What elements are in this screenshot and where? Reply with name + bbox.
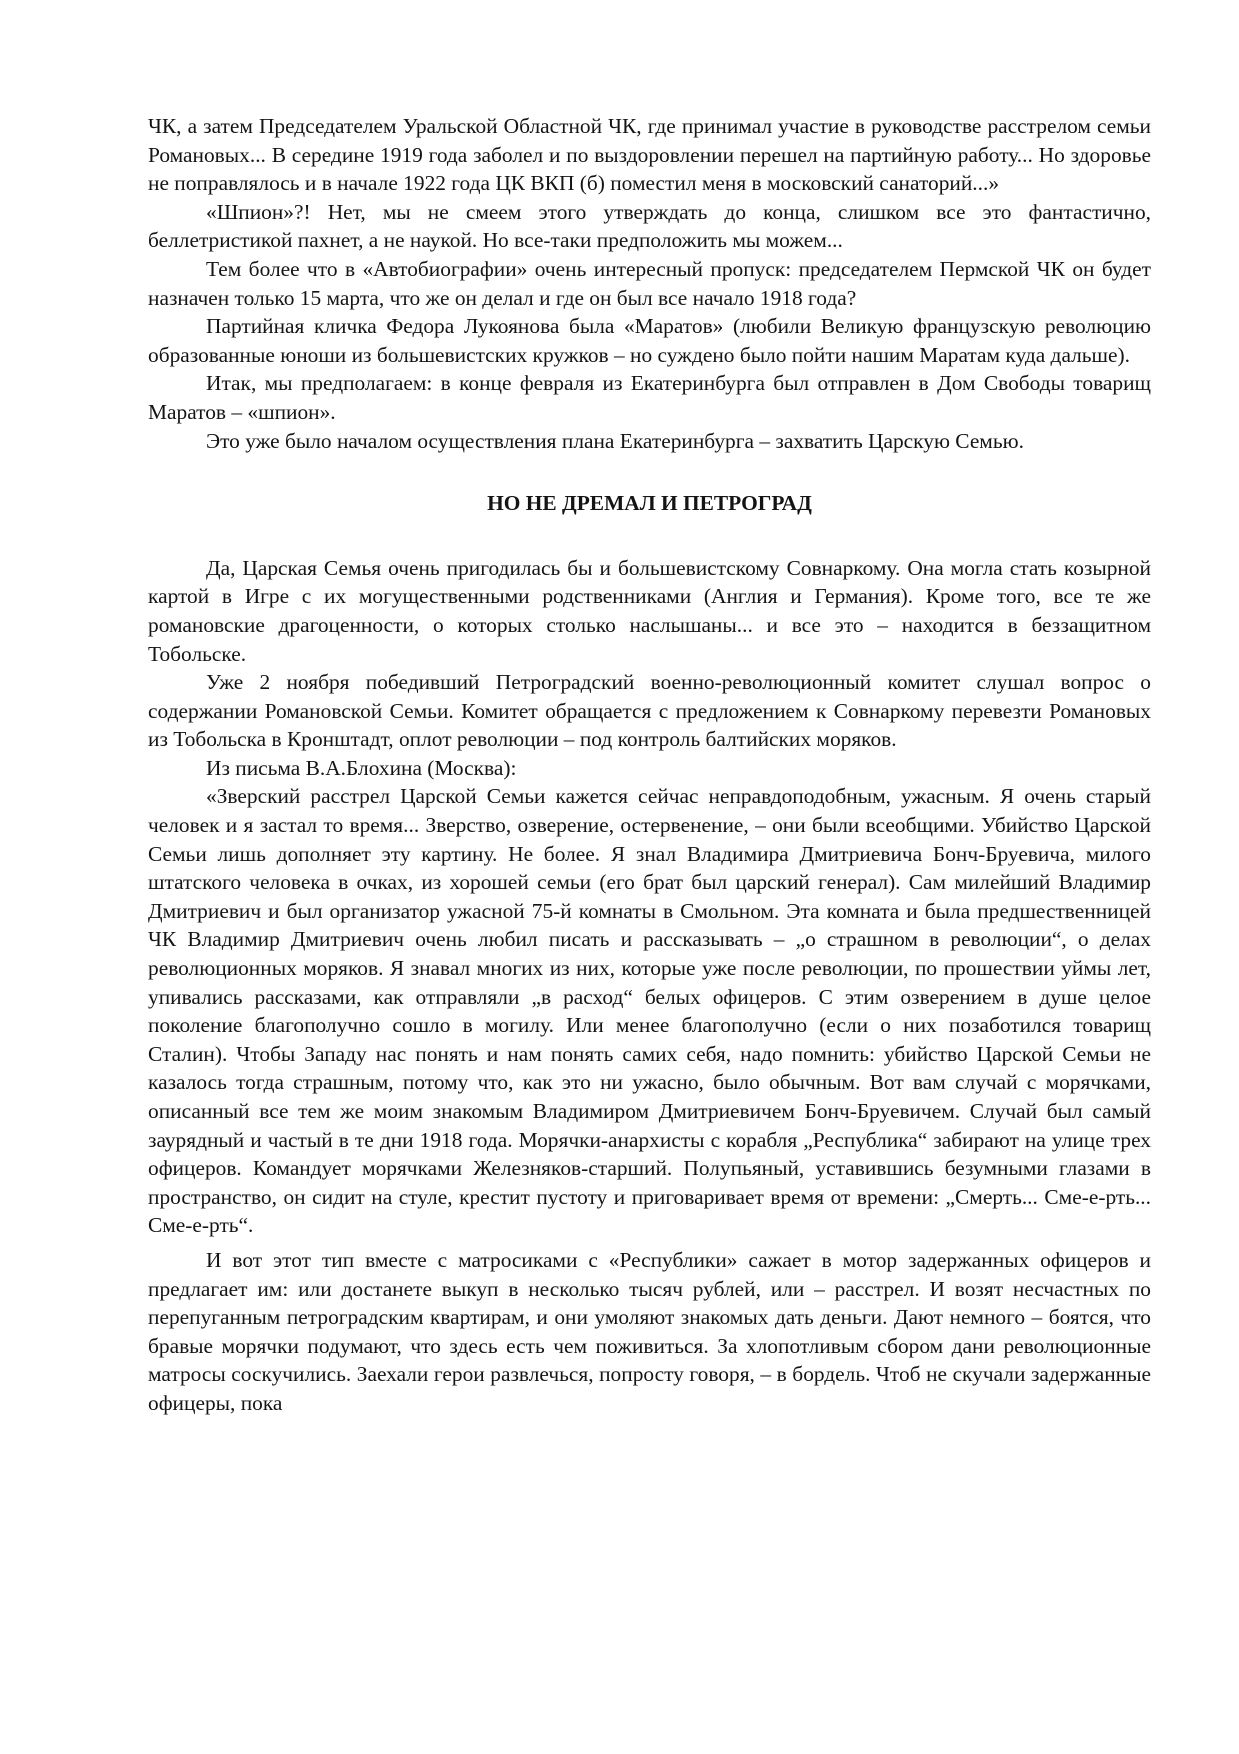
paragraph: ЧК, а затем Председателем Уральской Областной ЧК, где принимал участие в руководстве расстрелом семьи Романовых... В середине 1919 года заболел и по выздоровлении перешел на партийную работу... Но здоровье не поправлялось и в начале 1922 года ЦК ВКП (б) поместил меня в московский санаторий...» <box>148 114 1151 196</box>
paragraph: И вот этот тип вместе с матросиками с «Республики» сажает в мотор задержанных офицеров и предлагает им: или достанете выкуп в несколько тысяч рублей, или – расстрел. И возят несчастных по перепуганным петроградским квартирам, и они умоляют знакомых дать деньги. Дают немного – боятся, что бравые морячки подумают, что здесь есть чем поживиться. За хлопотливым сбором дани революционные матросы соскучились. Заехали герои развлечься, попросту говоря, – в бордель. Чтоб не скучали задержанные офицеры, пока <box>148 1247 1151 1415</box>
paragraph: Уже 2 ноября победивший Петроградский военно-революционный комитет слушал вопрос о содержании Романовской Семьи. Комитет обращается с предложением к Совнаркому перевезти Романовых из Тобольска в Кронштадт, оплот революции – под контроль балтийских моряков. <box>148 670 1151 752</box>
document-page <box>148 112 1151 1418</box>
paragraph: Тем более что в «Автобиографии» очень интересный пропуск: председателем Пермской ЧК он будет назначен только 15 марта, что же он делал и где он был все начало 1918 года? <box>148 256 1151 310</box>
paragraph: «Шпион»?! Нет, мы не смеем этого утверждать до конца, слишком все это фантастично, беллетристикой пахнет, а не наукой. Но все-таки предположить мы можем... <box>148 199 1151 253</box>
paragraph: Итак, мы предполагаем: в конце февраля из Екатеринбурга был отправлен в Дом Свободы товарищ Маратов – «шпион». <box>148 371 1151 424</box>
paragraph: Да, Царская Семья очень пригодилась бы и большевистскому Совнаркому. Она могла стать козырной картой в Игре с их могущественными родственниками (Англия и Германия). Кроме того, все те же романовские драгоценности, о которых столько наслышаны... и все это – находится в беззащитном Тобольске. <box>148 555 1151 666</box>
paragraph: Из письма В.А.Блохина (Москва): <box>206 755 517 780</box>
paragraph: Партийная кличка Федора Лукоянова была «Маратов» (любили Великую французскую революцию образованные юноши из большевистских кружков – но суждено было пойти нашим Маратам куда дальше). <box>148 314 1151 367</box>
quoted-letter-paragraph: «Зверский расстрел Царской Семьи кажется сейчас неправдоподобным, ужасным. Я очень старый человек и я застал то время... Зверство, озверение, остервенение, – они были всеобщими. Убийство Царской Семьи лишь дополняет эту картину. Не более. Я знал Владимира Дмитриевича Бонч-Бруевича, милого штатского человека в очках, из хорошей семьи (его брат был царский генерал). Сам милейший Владимир Дмитриевич и был организатор ужасной 75-й комнаты в Смольном. Эта комната и была предшественницей ЧК Владимир Дмитриевич очень любил писать и рассказывать – „о страшном в революции“, о делах революционных моряков. Я знавал многих из них, которые уже после революции, по прошествии уймы лет, упивались рассказами, как отправляли „в расход“ белых офицеров. С этим озверением в душе целое поколение благополучно сошло в могилу. Или менее благополучно (если о них позаботился товарищ Сталин). Чтобы Западу нас понять и нам понять самих себя, надо помнить: убийство Царской Семьи не казалось тогда страшным, потому что, как это ни ужасно, было обычным. Вот вам случай с морячками, описанный все тем же моим знакомым Владимиром Дмитриевичем Бонч-Бруевичем. Случай был самый заурядный и частый в те дни 1918 года. Морячки-анархисты с корабля „Республика“ забирают на улице трех офицеров. Командует морячками Железняков-старший. Полупьяный, уставившись безумными глазами в пространство, он сидит на стуле, крестит пустоту и приговаривает время от времени: „Смерть... Сме-е-рть... Сме-е-рть“. <box>148 784 1151 1238</box>
paragraph: Это уже было началом осуществления плана Екатеринбурга – захватить Царскую Семью. <box>206 428 1024 453</box>
section-heading: НО НЕ ДРЕМАЛ И ПЕТРОГРАД <box>487 491 812 516</box>
